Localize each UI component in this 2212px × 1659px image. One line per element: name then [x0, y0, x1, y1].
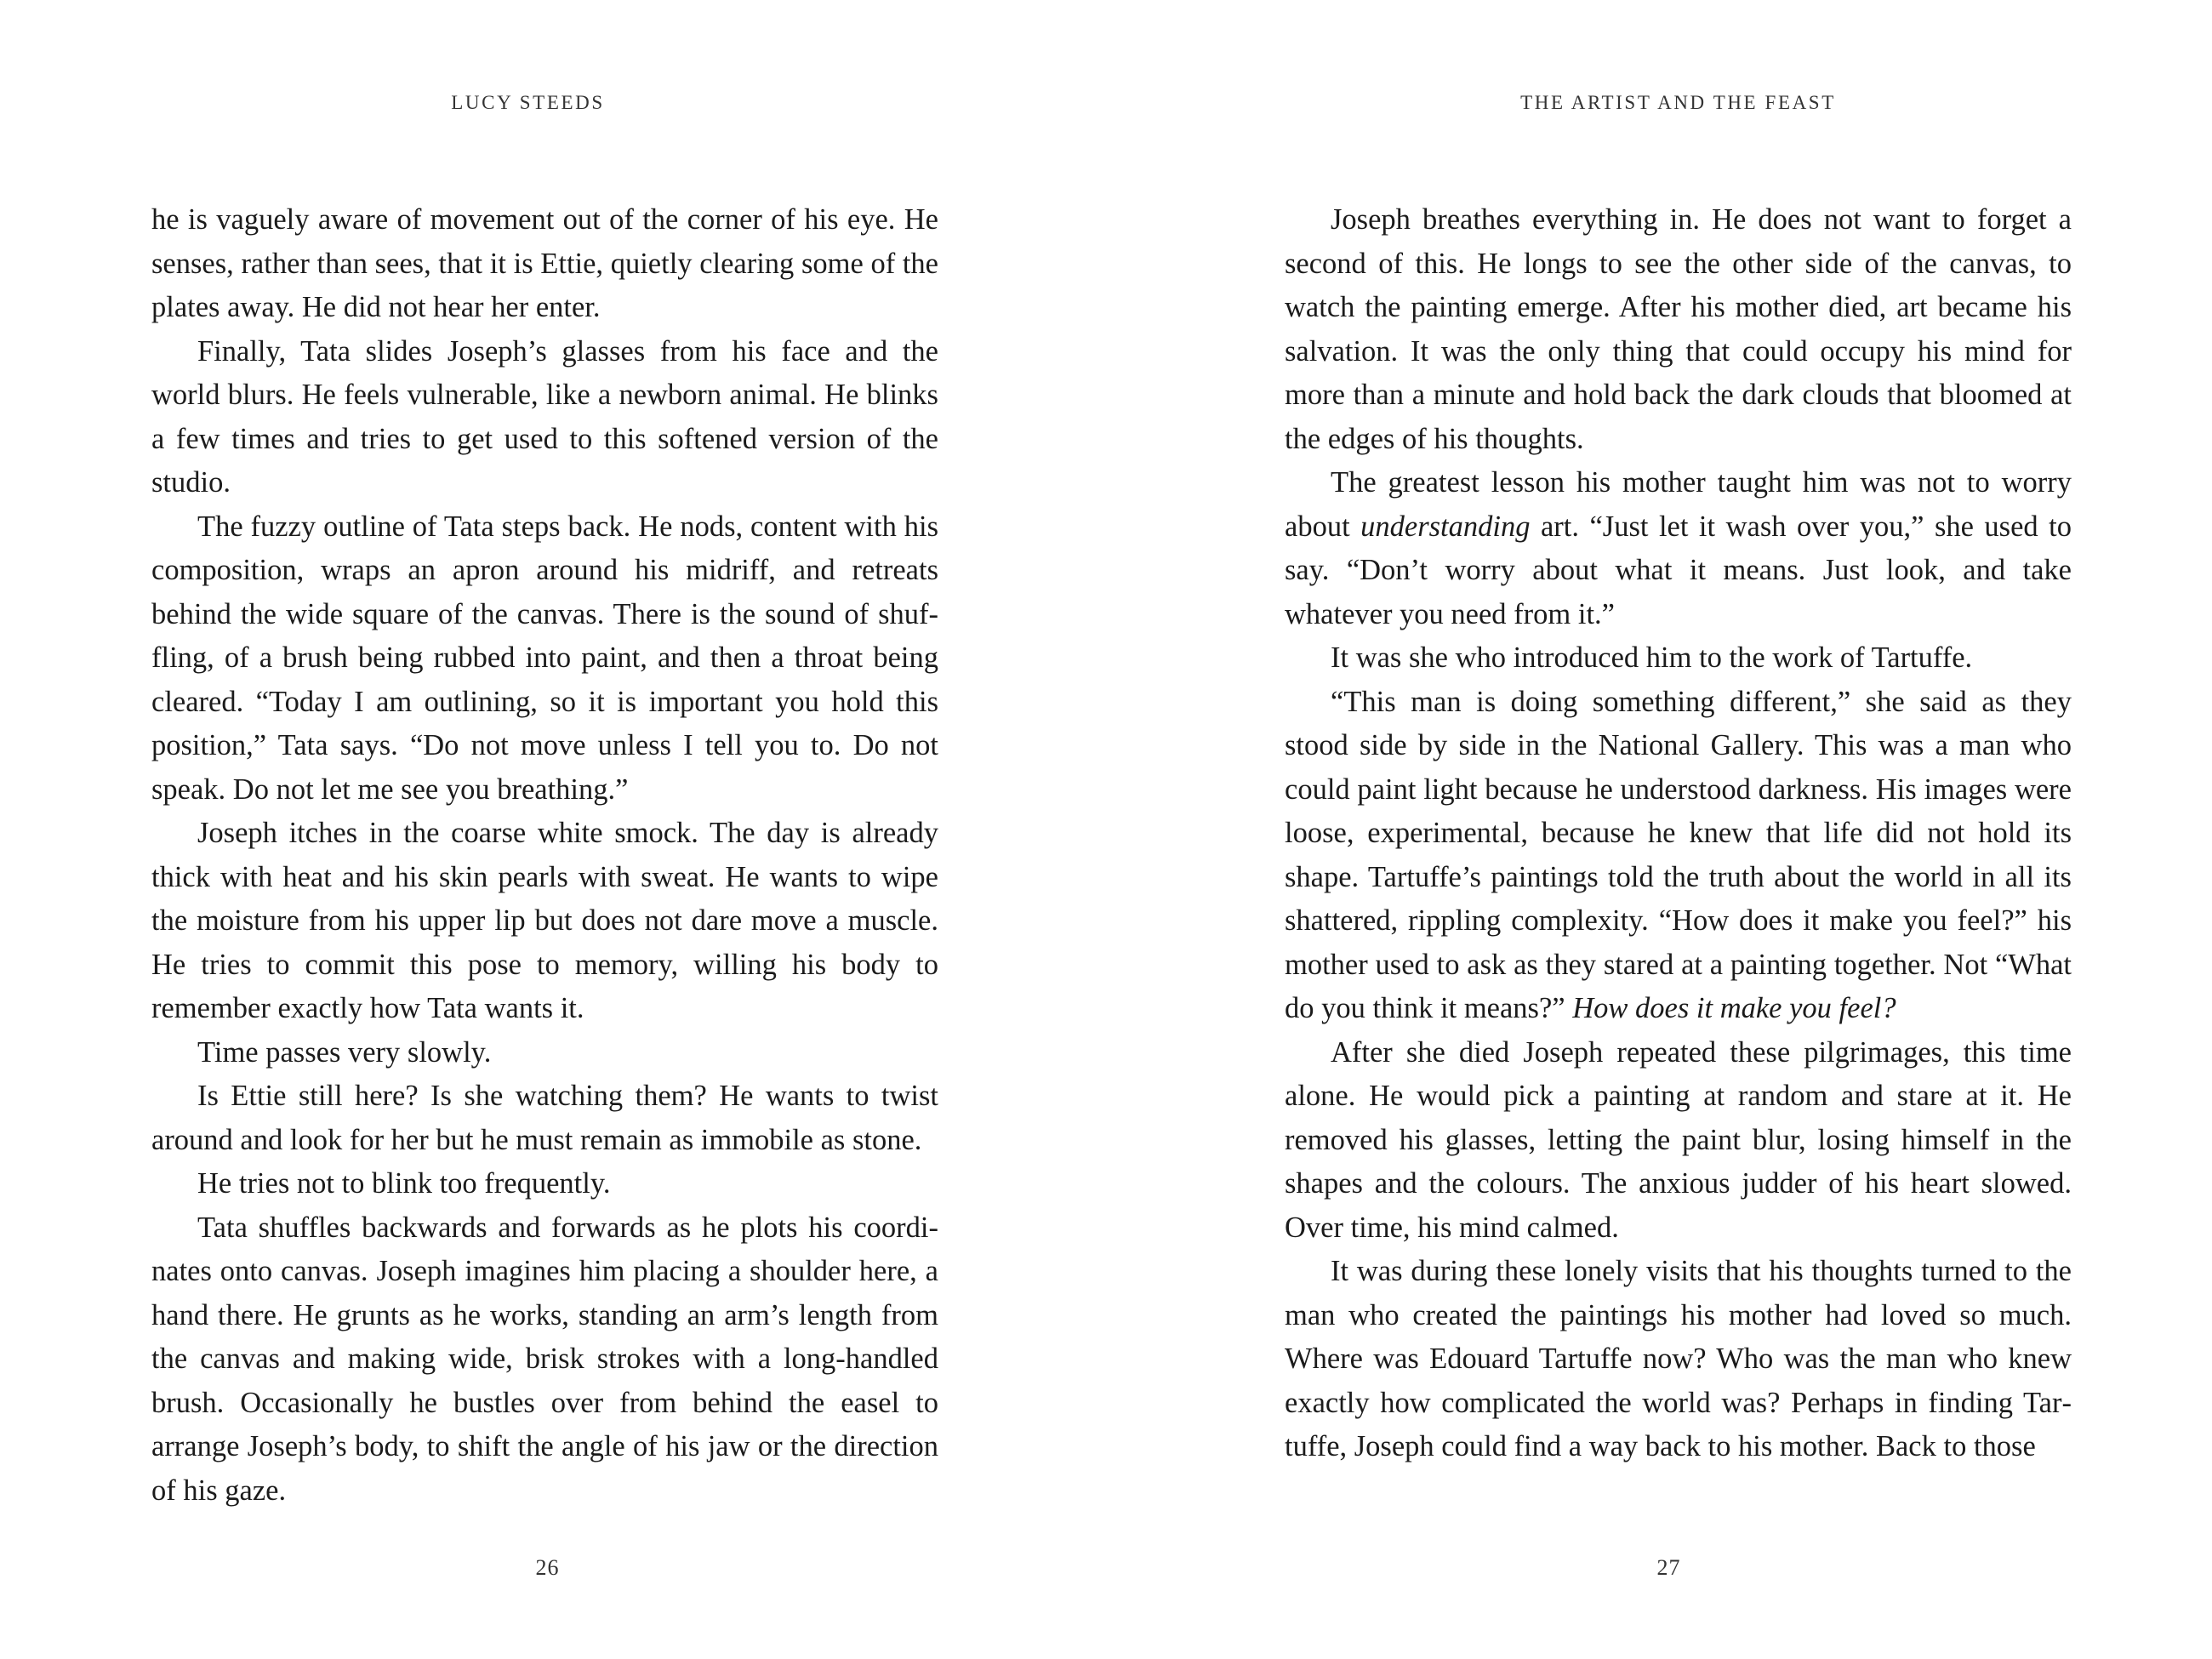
page-number: 26 — [535, 1555, 560, 1580]
paragraph: It was during these lonely visits that his thoughts turned to the man who created the paintings his mother had loved so much. Where was Edouard Tartuffe now? Who was the man who knew exactly how complicated the world was? Perhaps in finding Tartuffe, Joseph could find a way back to his mother. Back to those — [1285, 1255, 2072, 1462]
right-page — [1285, 0, 2072, 1659]
running-head-author: LUCY STEEDS — [451, 92, 605, 113]
paragraph: Time passes very slowly. — [197, 1035, 492, 1069]
emphasis-text: understanding — [1360, 510, 1531, 543]
paragraph: After she died Joseph repeated these pilgrimages, this time alone. He would pick a painting at random and stare at it. He removed his glasses, letting the paint blur, losing himself in the shapes and the colours. The anxious judder of his heart slowed. Over time, his mind calmed. — [1285, 1035, 2072, 1244]
paragraph: He tries not to blink too frequently. — [197, 1167, 611, 1200]
paragraph: The fuzzy outline of Tata steps back. He nods, content with his composition, wraps an apron around his midriff, and retreats behind the wide square of the canvas. There is the sound of shuffling, of a brush being rubbed into paint, and then a throat being cleared. “Today I am outlining, so it is important you hold this position,” Tata says. “Do not move unless I tell you to. Do not speak. Do not let me see you breathing.” — [151, 510, 938, 806]
running-head-title: THE ARTIST AND THE FEAST — [1520, 92, 1836, 113]
right-page-body — [1285, 198, 2072, 1469]
paragraph: he is vaguely aware of movement out of the corner of his eye. He senses, rather than sees, that it is Ettie, quietly clearing some of the plates away. He did not hear her enter. — [151, 203, 938, 323]
paragraph: Tata shuffles backwards and forwards as he plots his coordinates onto canvas. Joseph imagines him placing a shoulder here, a hand there. He grunts as he works, standing an arm’s length from the canvas and making wide, brisk strokes with a long-handled brush. Occasionally he bustles over from behind the easel to arrange Joseph’s body, to shift the angle of his jaw or the direction of his gaze. — [151, 1211, 938, 1507]
emphasis-text: How does it make you feel? — [1572, 992, 1896, 1024]
paragraph-text: “This man is doing something different,” she said as they stood side by side in the National Gallery. This was a man who could paint light because he understood darkness. His images were loose, experimental, because he knew that life did not hold its shape. Tartuffe’s paintings told the truth about the world in all its shattered, rippling complexity. “How does it make you feel?” his mother used to ask as they stared at a painting together. Not “What do you think it means?” — [1285, 685, 2072, 1024]
paragraph-text: The greatest lesson his mother taught him was not to worry about — [1285, 466, 2072, 543]
paragraph — [1285, 681, 2072, 1031]
paragraph: Finally, Tata slides Joseph’s glasses from his face and the world blurs. He feels vulnerable, like a newborn animal. He blinks a few times and tries to get used to this softened version of the studio. — [151, 334, 938, 499]
paragraph — [1285, 461, 2072, 636]
paragraph: It was she who introduced him to the work of Tartuffe. — [1331, 641, 1973, 674]
paragraph-text: art. “Just let it wash over you,” she used to say. “Don’t worry about what it means. Just look, and take whatever you need from it.” — [1285, 510, 2072, 630]
paragraph: Is Ettie still here? Is she watching them? He wants to twist around and look for her but he must remain as immobile as stone. — [151, 1080, 938, 1156]
paragraph: Joseph itches in the coarse white smock. The day is already thick with heat and his skin pearls with sweat. He wants to wipe the moisture from his upper lip but does not dare move a muscle. He tries to commit this pose to memory, willing his body to remember exactly how Tata wants it. — [151, 817, 938, 1024]
left-page — [151, 0, 938, 1659]
page-number: 27 — [1656, 1555, 1681, 1580]
paragraph: Joseph breathes everything in. He does not want to forget a second of this. He longs to see the other side of the canvas, to watch the painting emerge. After his mother died, art became his salvation. It was the only thing that could occupy his mind for more than a minute and hold back the dark clouds that bloomed at the edges of his thoughts. — [1285, 203, 2072, 455]
left-page-body — [151, 198, 938, 1513]
